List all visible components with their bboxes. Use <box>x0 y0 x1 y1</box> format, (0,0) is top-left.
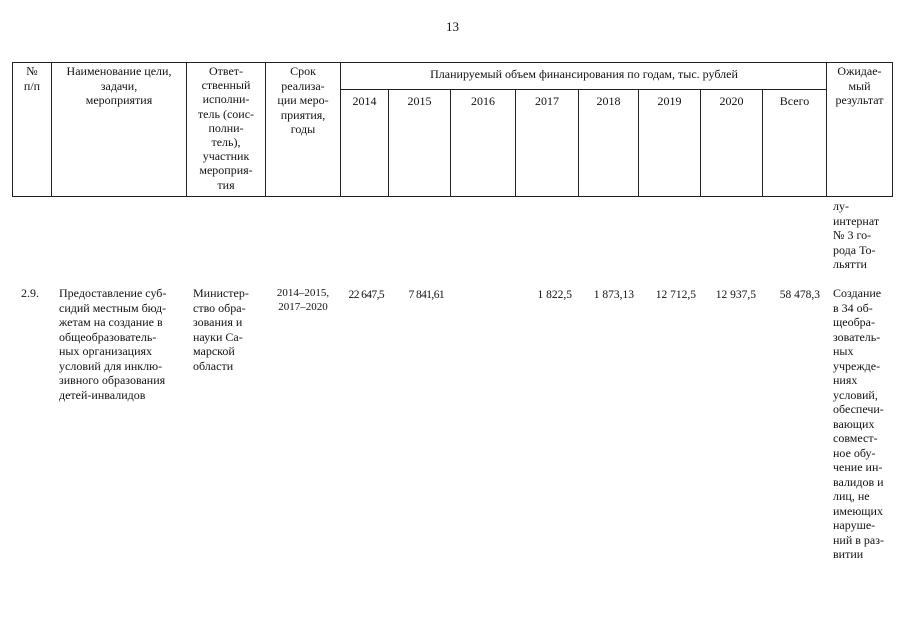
header-bottom-border <box>12 196 893 197</box>
header-year-2016: 2016 <box>471 94 495 108</box>
continuation-result: лу- интернат № 3 го- рода То- льятти <box>833 199 880 271</box>
header-year-2014: 2014 <box>352 94 377 108</box>
col-divider-financing <box>340 62 341 197</box>
row-result: Создание в 34 об- щеобра- зователь- ных учрежде- ниях условий, обеспечи- вающих совмест- ное обу- чение ин- валидов и лиц, не имеющих наруше- ний в раз- витии <box>833 286 884 561</box>
header-number: № п/п <box>23 64 41 93</box>
header-year-2020: 2020 <box>719 94 744 108</box>
row-value-2015: 7 841,61 <box>408 289 444 301</box>
years-divider <box>340 89 827 90</box>
header-period: Срок реализа- ции меро- приятия, годы <box>277 64 329 136</box>
header-executor: Ответ- ственный исполни- тель (соис- полни- тель), участник мероприя- тия <box>197 64 255 192</box>
row-value-2018: 1 873,13 <box>593 289 634 301</box>
header-year-2019: 2019 <box>657 94 682 108</box>
table-right-border <box>892 62 893 197</box>
header-year-2015: 2015 <box>407 94 432 108</box>
row-value-2020: 12 937,5 <box>715 289 756 301</box>
header-year-2018: 2018 <box>596 94 621 108</box>
row-period: 2014–2015, 2017–2020 <box>276 287 330 313</box>
row-executor: Министер- ство обра- зования и науки Са- марской области <box>193 286 249 373</box>
row-value-total: 58 478,3 <box>779 289 820 301</box>
row-value-2017: 1 822,5 <box>537 289 572 301</box>
page-number: 13 <box>446 19 459 34</box>
header-result: Ожидае- мый результат <box>835 64 884 107</box>
header-year-total: Всего <box>779 94 810 108</box>
header-financing: Планируемый объем финансирования по годам, тыс. рублей <box>430 67 738 81</box>
row-value-2019: 12 712,5 <box>655 289 696 301</box>
row-name: Предоставление суб- сидий местным бюд- жетам на создание в общеобразователь- ных организациях условий для инклю- зивного образования детей-инвалидов <box>59 286 167 402</box>
row-value-2014: 22 647,5 <box>348 289 384 301</box>
header-name: Наименование цели, задачи, мероприятия <box>66 64 172 107</box>
row-number: 2.9. <box>21 286 39 300</box>
header-year-2017: 2017 <box>535 94 559 108</box>
table-top-border <box>12 62 893 63</box>
